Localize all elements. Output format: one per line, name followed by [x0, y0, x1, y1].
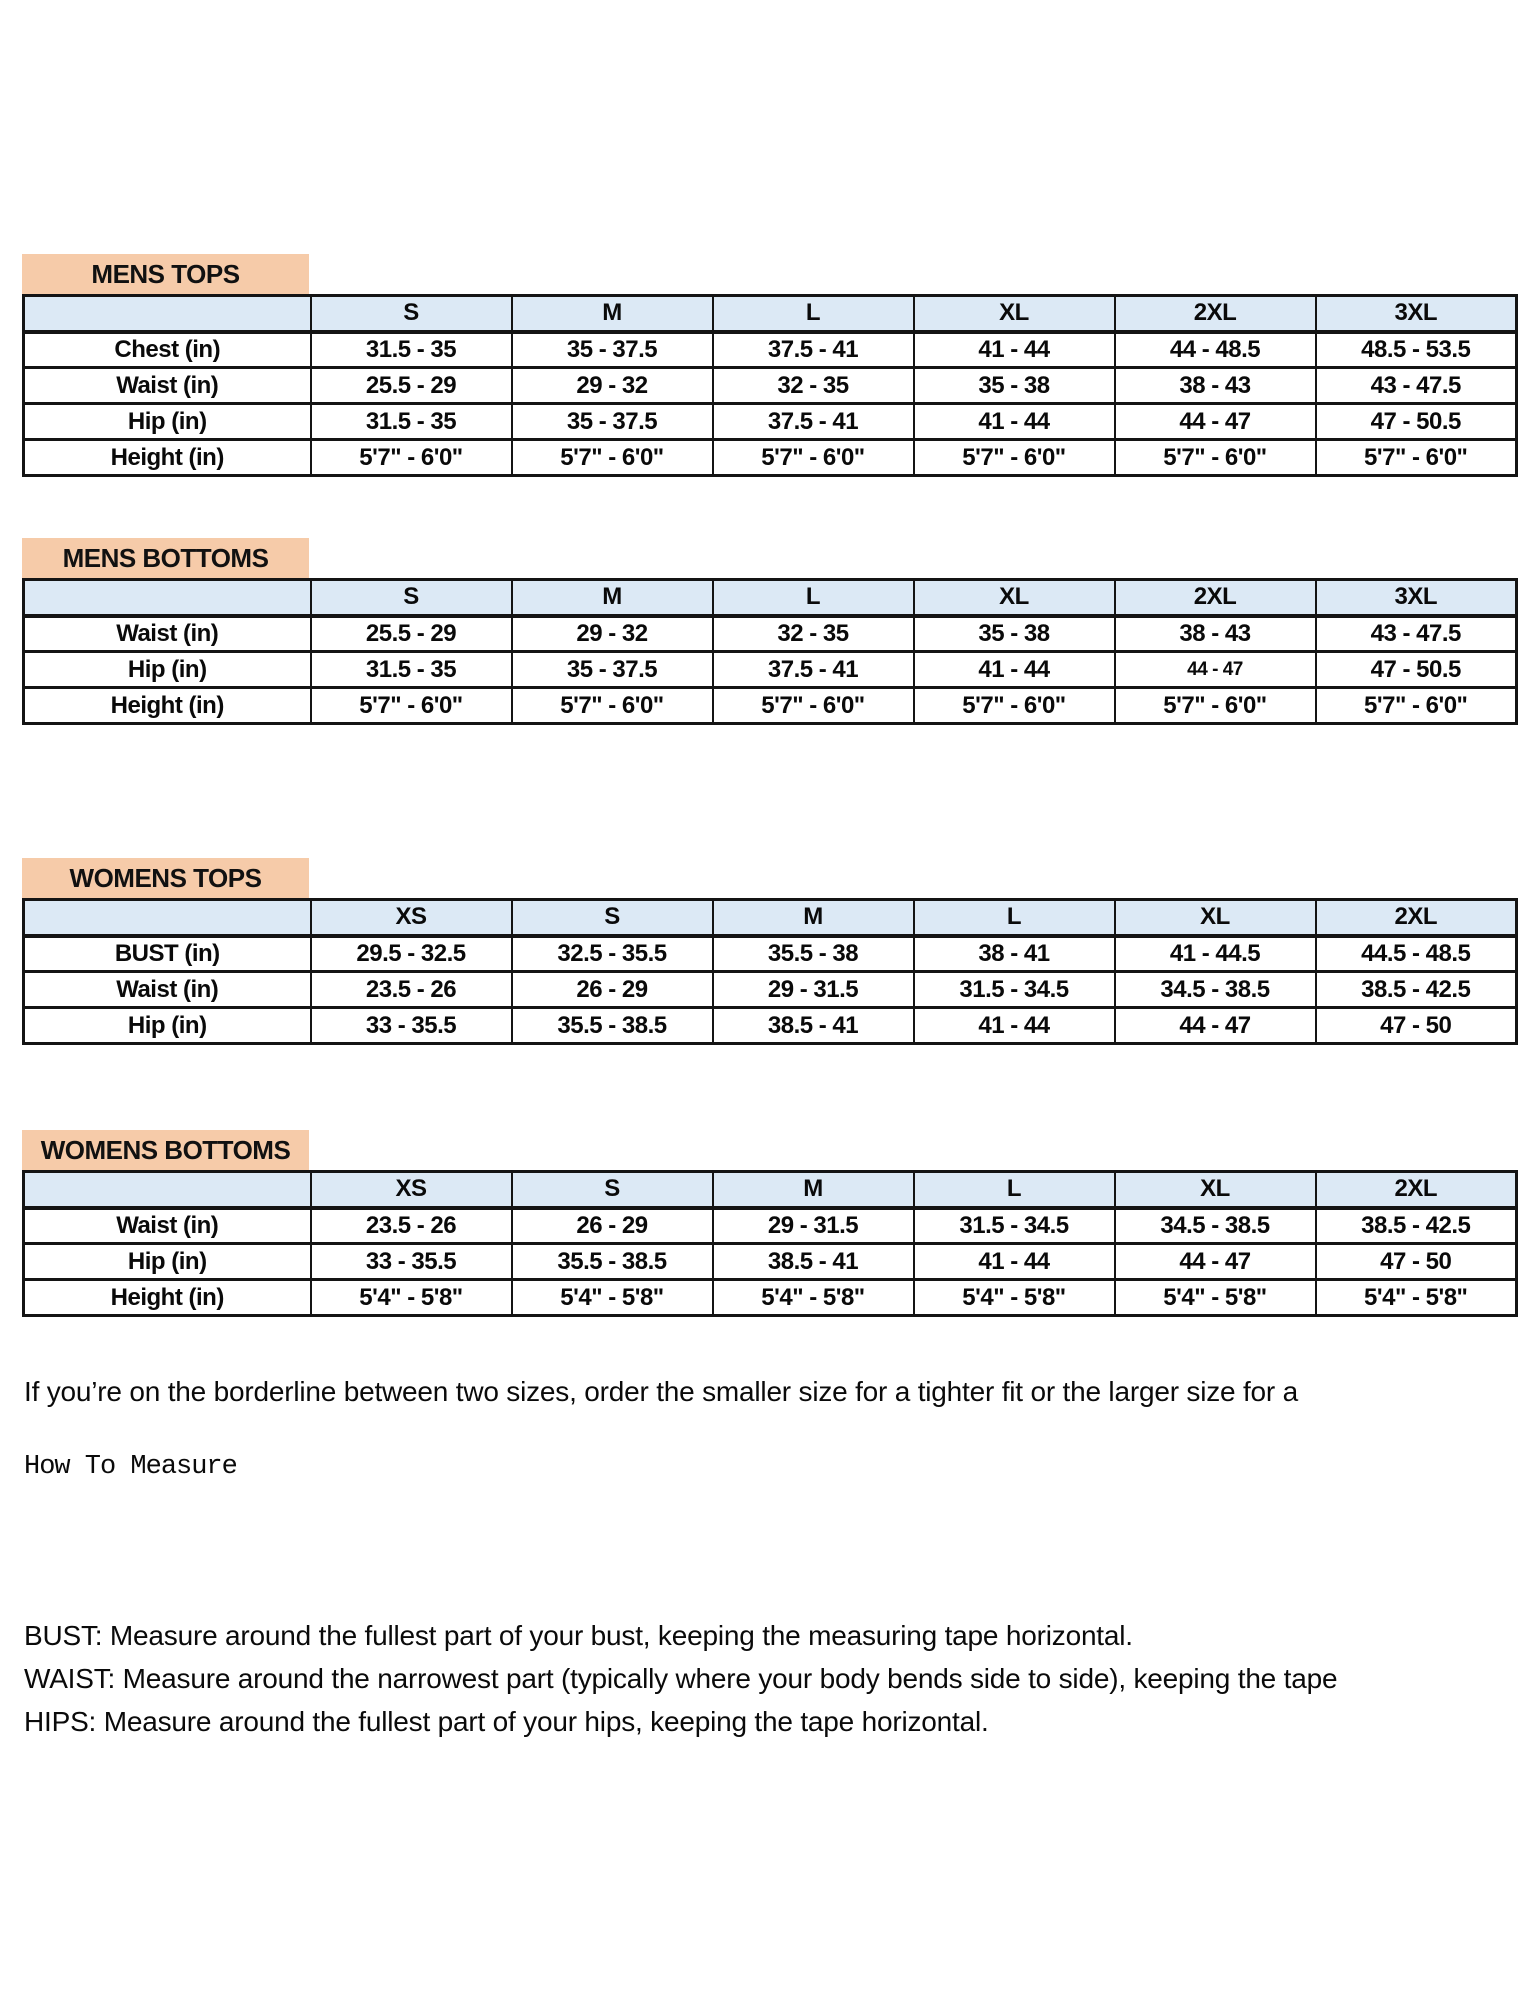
- value-cell: 29 - 32: [512, 368, 713, 404]
- header-cell-blank: [24, 580, 311, 616]
- header-cell-size-S: S: [311, 296, 512, 332]
- value-cell: 23.5 - 26: [311, 1208, 512, 1244]
- value-cell: 31.5 - 35: [311, 332, 512, 368]
- value-cell: 35 - 37.5: [512, 332, 713, 368]
- table-row: [24, 1008, 1517, 1044]
- section-mens-tops: [22, 254, 1518, 477]
- value-cell: 48.5 - 53.5: [1316, 332, 1517, 368]
- value-cell: 5'7" - 6'0": [512, 688, 713, 724]
- value-cell: 29 - 31.5: [713, 1208, 914, 1244]
- table-row: [24, 936, 1517, 972]
- size-table-mens-bottoms: [22, 578, 1518, 725]
- table-row: [24, 1208, 1517, 1244]
- value-cell: 41 - 44: [914, 1008, 1115, 1044]
- value-cell: 5'7" - 6'0": [1316, 688, 1517, 724]
- value-cell: 44 - 47: [1115, 1008, 1316, 1044]
- header-cell-size-S: S: [311, 580, 512, 616]
- header-cell-size-XL: XL: [1115, 900, 1316, 936]
- value-cell: 5'7" - 6'0": [1115, 688, 1316, 724]
- row-label: Hip (in): [24, 1244, 311, 1280]
- row-label: Hip (in): [24, 1008, 311, 1044]
- table-row: [24, 688, 1517, 724]
- value-cell: 32 - 35: [713, 616, 914, 652]
- value-cell: 44.5 - 48.5: [1316, 936, 1517, 972]
- table-row: [24, 368, 1517, 404]
- value-cell: 29 - 31.5: [713, 972, 914, 1008]
- value-cell: 44 - 47: [1115, 404, 1316, 440]
- measure-instructions: [24, 1614, 1337, 1743]
- value-cell: 5'4" - 5'8": [914, 1280, 1115, 1316]
- value-cell: 38 - 43: [1115, 368, 1316, 404]
- value-cell: 47 - 50: [1316, 1008, 1517, 1044]
- value-cell: 38.5 - 41: [713, 1008, 914, 1044]
- row-label: Waist (in): [24, 368, 311, 404]
- header-cell-size-2XL: 2XL: [1316, 1172, 1517, 1208]
- hips-instruction: HIPS: Measure around the fullest part of your hips, keeping the tape horizontal.: [24, 1706, 989, 1737]
- header-cell-blank: [24, 296, 311, 332]
- row-label: Hip (in): [24, 652, 311, 688]
- table-row: [24, 1280, 1517, 1316]
- bust-instruction: BUST: Measure around the fullest part of your bust, keeping the measuring tape horizontal.: [24, 1620, 1133, 1651]
- header-cell-size-XL: XL: [914, 580, 1115, 616]
- header-cell-size-L: L: [914, 1172, 1115, 1208]
- value-cell: 44 - 47: [1115, 1244, 1316, 1280]
- value-cell: 35 - 38: [914, 368, 1115, 404]
- value-cell: 38.5 - 41: [713, 1244, 914, 1280]
- header-cell-size-XL: XL: [1115, 1172, 1316, 1208]
- size-table-womens-tops: [22, 898, 1518, 1045]
- value-cell: 32 - 35: [713, 368, 914, 404]
- value-cell: 41 - 44: [914, 652, 1115, 688]
- header-cell-size-2XL: 2XL: [1316, 900, 1517, 936]
- value-cell: 47 - 50.5: [1316, 404, 1517, 440]
- section-label-mens-tops: MENS TOPS: [22, 254, 309, 294]
- header-cell-size-XS: XS: [311, 900, 512, 936]
- header-cell-size-L: L: [914, 900, 1115, 936]
- row-label: Waist (in): [24, 616, 311, 652]
- header-cell-size-L: L: [713, 580, 914, 616]
- value-cell: 38 - 41: [914, 936, 1115, 972]
- row-label: Height (in): [24, 1280, 311, 1316]
- table-row: [24, 1244, 1517, 1280]
- value-cell: 5'4" - 5'8": [512, 1280, 713, 1316]
- value-cell: 25.5 - 29: [311, 616, 512, 652]
- table-row: [24, 652, 1517, 688]
- value-cell: 34.5 - 38.5: [1115, 972, 1316, 1008]
- header-cell-size-XS: XS: [311, 1172, 512, 1208]
- row-label: Height (in): [24, 440, 311, 476]
- header-cell-size-M: M: [512, 296, 713, 332]
- waist-instruction: WAIST: Measure around the narrowest part (typically where your body bends side to side), keeping the tape: [24, 1663, 1338, 1694]
- table-row: [24, 616, 1517, 652]
- row-label: BUST (in): [24, 936, 311, 972]
- value-cell: 44 - 48.5: [1115, 332, 1316, 368]
- value-cell: 5'4" - 5'8": [1316, 1280, 1517, 1316]
- header-row: [24, 296, 1517, 332]
- size-table-womens-bottoms: [22, 1170, 1518, 1317]
- row-label: Hip (in): [24, 404, 311, 440]
- section-label-womens-tops: WOMENS TOPS: [22, 858, 309, 898]
- header-cell-size-XL: XL: [914, 296, 1115, 332]
- value-cell: 5'7" - 6'0": [311, 440, 512, 476]
- fit-note-text: If you’re on the borderline between two sizes, order the smaller size for a tighter fit or the larger size for a: [24, 1376, 1298, 1407]
- row-label: Height (in): [24, 688, 311, 724]
- section-mens-bottoms: [22, 538, 1518, 725]
- value-cell: 5'7" - 6'0": [713, 440, 914, 476]
- table-row: [24, 972, 1517, 1008]
- value-cell: 37.5 - 41: [713, 652, 914, 688]
- value-cell: 5'4" - 5'8": [311, 1280, 512, 1316]
- value-cell: 43 - 47.5: [1316, 616, 1517, 652]
- value-cell: 37.5 - 41: [713, 404, 914, 440]
- value-cell: 33 - 35.5: [311, 1244, 512, 1280]
- value-cell: 41 - 44: [914, 1244, 1115, 1280]
- value-cell: 26 - 29: [512, 1208, 713, 1244]
- section-womens-tops: [22, 858, 1518, 1045]
- header-cell-size-3XL: 3XL: [1316, 296, 1517, 332]
- value-cell: 33 - 35.5: [311, 1008, 512, 1044]
- header-row: [24, 1172, 1517, 1208]
- value-cell: 41 - 44: [914, 332, 1115, 368]
- header-cell-size-S: S: [512, 900, 713, 936]
- size-table-mens-tops: [22, 294, 1518, 477]
- value-cell: 34.5 - 38.5: [1115, 1208, 1316, 1244]
- section-label-womens-bottoms: WOMENS BOTTOMS: [22, 1130, 309, 1170]
- header-cell-size-3XL: 3XL: [1316, 580, 1517, 616]
- value-cell: 5'7" - 6'0": [914, 688, 1115, 724]
- value-cell: 25.5 - 29: [311, 368, 512, 404]
- value-cell: 38 - 43: [1115, 616, 1316, 652]
- value-cell: 5'7" - 6'0": [311, 688, 512, 724]
- row-label: Waist (in): [24, 972, 311, 1008]
- value-cell: 29.5 - 32.5: [311, 936, 512, 972]
- value-cell: 47 - 50.5: [1316, 652, 1517, 688]
- value-cell: 35 - 38: [914, 616, 1115, 652]
- header-row: [24, 580, 1517, 616]
- section-label-mens-bottoms: MENS BOTTOMS: [22, 538, 309, 578]
- value-cell: 41 - 44.5: [1115, 936, 1316, 972]
- value-cell: 32.5 - 35.5: [512, 936, 713, 972]
- value-cell: 5'4" - 5'8": [1115, 1280, 1316, 1316]
- row-label: Chest (in): [24, 332, 311, 368]
- value-cell: 26 - 29: [512, 972, 713, 1008]
- header-cell-size-M: M: [713, 900, 914, 936]
- value-cell: 43 - 47.5: [1316, 368, 1517, 404]
- value-cell: 23.5 - 26: [311, 972, 512, 1008]
- how-to-measure-title: How To Measure: [24, 1452, 237, 1482]
- value-cell: 5'7" - 6'0": [713, 688, 914, 724]
- value-cell: 35 - 37.5: [512, 404, 713, 440]
- value-cell: 29 - 32: [512, 616, 713, 652]
- header-cell-size-L: L: [713, 296, 914, 332]
- header-cell-size-S: S: [512, 1172, 713, 1208]
- header-cell-size-M: M: [512, 580, 713, 616]
- table-row: [24, 332, 1517, 368]
- header-row: [24, 900, 1517, 936]
- value-cell: 31.5 - 34.5: [914, 1208, 1115, 1244]
- header-cell-blank: [24, 900, 311, 936]
- section-womens-bottoms: [22, 1130, 1518, 1317]
- value-cell: 5'4" - 5'8": [713, 1280, 914, 1316]
- value-cell: 47 - 50: [1316, 1244, 1517, 1280]
- header-cell-size-2XL: 2XL: [1115, 296, 1316, 332]
- value-cell: 35.5 - 38.5: [512, 1244, 713, 1280]
- table-row: [24, 440, 1517, 476]
- value-cell: 31.5 - 35: [311, 652, 512, 688]
- value-cell: 5'7" - 6'0": [1115, 440, 1316, 476]
- value-cell: 35.5 - 38.5: [512, 1008, 713, 1044]
- value-cell: 44 - 47: [1115, 652, 1316, 688]
- value-cell: 35.5 - 38: [713, 936, 914, 972]
- value-cell: 31.5 - 35: [311, 404, 512, 440]
- header-cell-size-M: M: [713, 1172, 914, 1208]
- header-cell-size-2XL: 2XL: [1115, 580, 1316, 616]
- value-cell: 5'7" - 6'0": [1316, 440, 1517, 476]
- value-cell: 38.5 - 42.5: [1316, 972, 1517, 1008]
- value-cell: 41 - 44: [914, 404, 1115, 440]
- value-cell: 31.5 - 34.5: [914, 972, 1115, 1008]
- header-cell-blank: [24, 1172, 311, 1208]
- value-cell: 5'7" - 6'0": [914, 440, 1115, 476]
- value-cell: 35 - 37.5: [512, 652, 713, 688]
- row-label: Waist (in): [24, 1208, 311, 1244]
- table-row: [24, 404, 1517, 440]
- value-cell: 5'7" - 6'0": [512, 440, 713, 476]
- value-cell: 38.5 - 42.5: [1316, 1208, 1517, 1244]
- value-cell: 37.5 - 41: [713, 332, 914, 368]
